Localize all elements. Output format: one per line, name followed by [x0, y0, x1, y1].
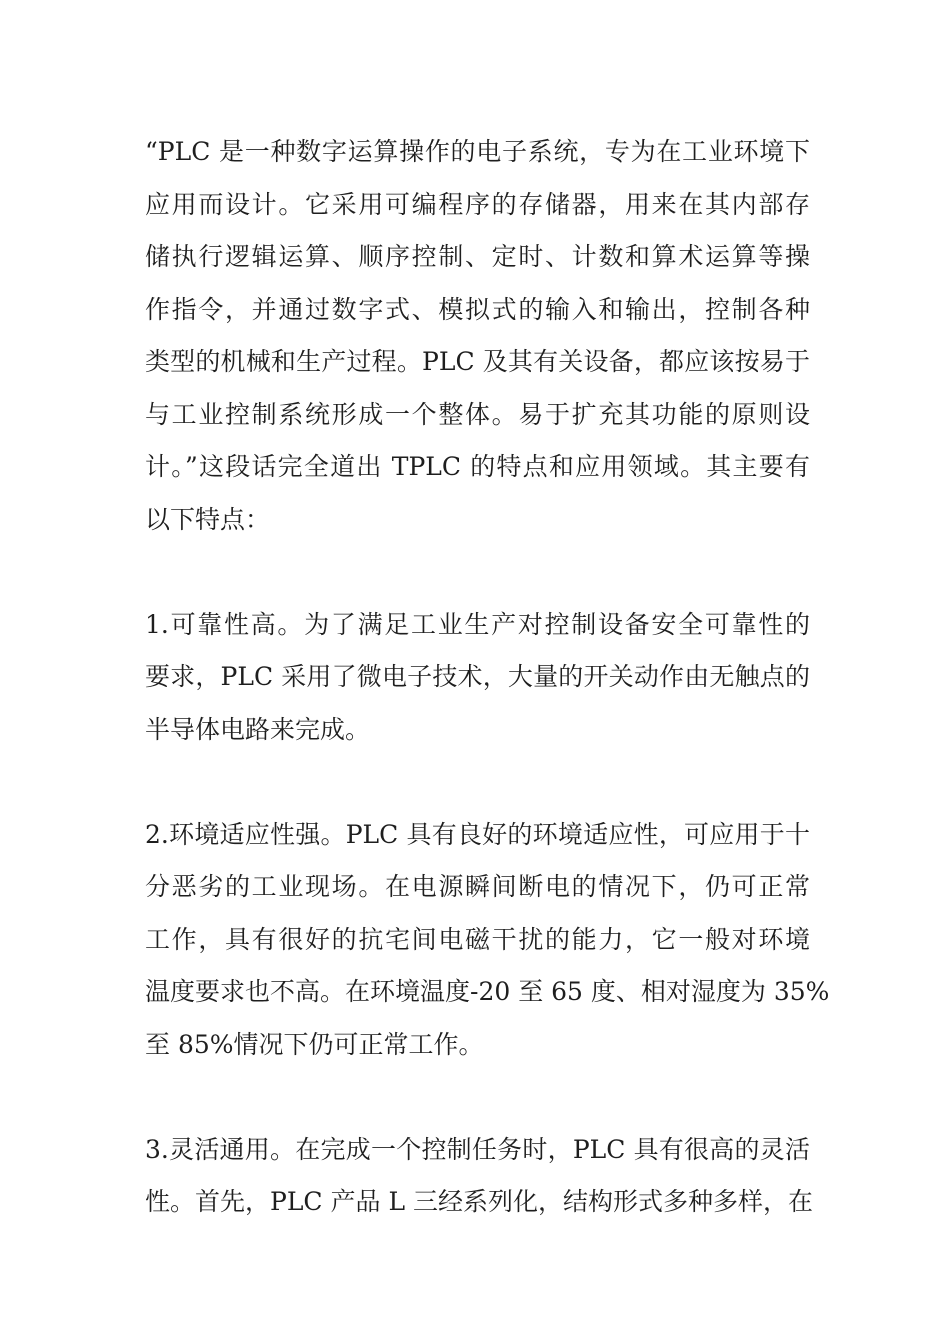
paragraph-environment	[145, 809, 830, 1072]
text-line: 作指令，并通过数字式、模拟式的输入和输出，控制各种	[145, 294, 810, 324]
text-line: 计。”这段话完全道出 TPLC 的特点和应用领域。其主要有	[145, 452, 810, 481]
document-body	[145, 126, 830, 1229]
paragraph-reliability	[145, 599, 810, 757]
text-line: 以下特点：	[145, 504, 271, 534]
paragraph-flexibility	[145, 1124, 813, 1229]
paragraph-plc-definition	[145, 126, 810, 546]
text-line: 2.环境适应性强。PLC 具有良好的环境适应性，可应用于十	[145, 819, 810, 849]
paragraph-spacer	[145, 546, 810, 599]
text-line: 分恶劣的工业现场。在电源瞬间断电的情况下，仍可正常	[145, 872, 810, 901]
text-line: 3.灵活通用。在完成一个控制任务时，PLC 具有很高的灵活	[145, 1134, 810, 1164]
text-line: 储执行逻辑运算、顺序控制、定时、计数和算术运算等操	[145, 242, 810, 271]
text-line: 1.可靠性高。为了满足工业生产对控制设备安全可靠性的	[145, 609, 810, 639]
text-line: 至 85%情况下仍可正常工作。	[145, 1029, 484, 1059]
text-line: 类型的机械和生产过程。PLC 及其有关设备，都应该按易于	[145, 347, 810, 376]
paragraph-spacer	[145, 756, 810, 809]
text-line: 与工业控制系统形成一个整体。易于扩充其功能的原则设	[145, 399, 810, 429]
text-line: 应用而设计。它采用可编程序的存储器，用来在其内部存	[145, 189, 810, 219]
text-line: “PLC 是一种数字运算操作的电子系统，专为在工业环境下	[145, 137, 810, 166]
text-line: 温度要求也不高。在环境温度-20 至 65 度、相对湿度为 35%	[145, 977, 830, 1006]
text-line: 工作，具有很好的抗宅间电磁干扰的能力，它一般对环境	[145, 924, 810, 954]
text-line: 要求，PLC 采用了微电子技术，大量的开关动作由无触点的	[145, 662, 810, 691]
paragraph-spacer	[145, 1071, 810, 1124]
text-line: 半导体电路来完成。	[145, 714, 371, 744]
text-line: 性。首先，PLC 产品 L 三经系列化，结构形式多种多样，在	[145, 1187, 813, 1216]
